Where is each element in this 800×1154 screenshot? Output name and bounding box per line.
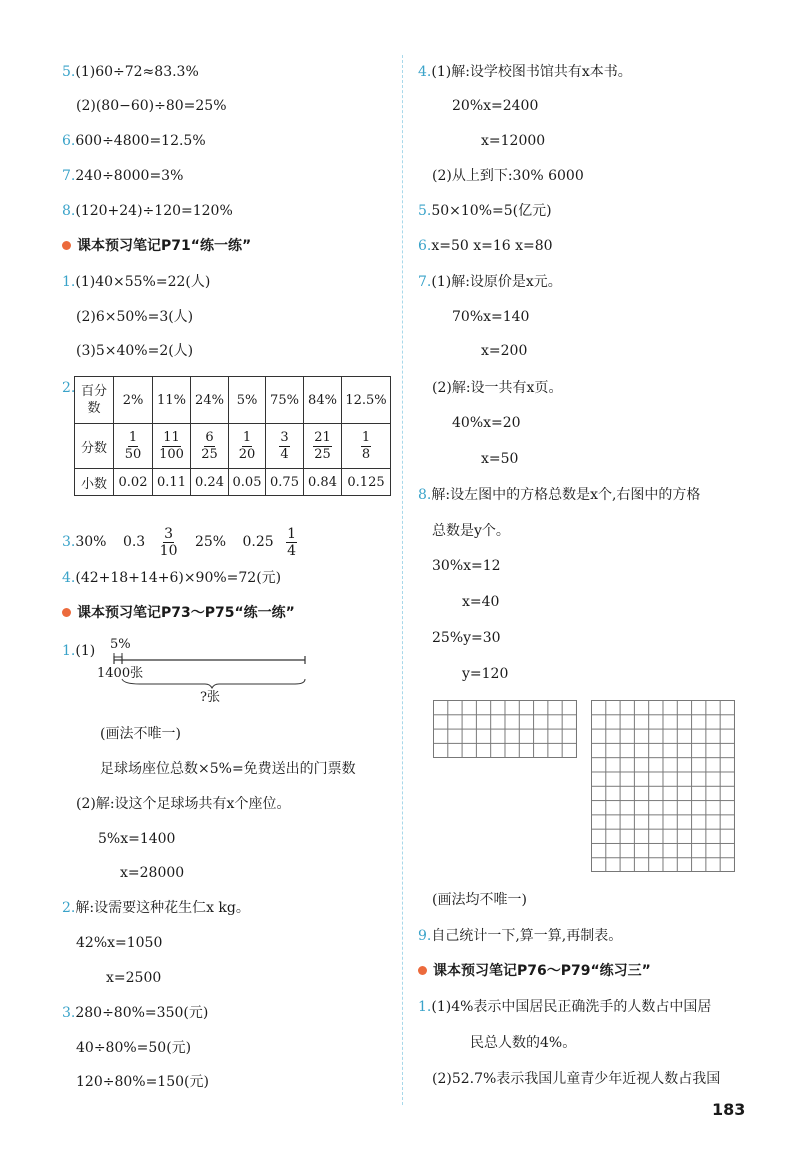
r-q8-eq1: 30%x=12 (432, 558, 501, 574)
p73-eq2: x=28000 (120, 865, 185, 881)
p73-note: (画法不唯一) (100, 726, 181, 742)
table-cell: $\frac{1}{20}$ (229, 424, 266, 469)
table-cell: 75% (266, 377, 304, 424)
p71-q2-number: 2. (62, 380, 76, 396)
r-q8-eq4: y=120 (462, 666, 509, 682)
r-p76-q1-c: (2)52.7%表示我国儿童青少年近视人数占我国 (432, 1071, 721, 1087)
table-header-decimal: 小数 (75, 469, 114, 496)
p73-q1-label: 1.(1) (62, 643, 96, 659)
section-heading-p76: 课本预习笔记P76～P79“练习三” (418, 961, 651, 981)
q8-line: 8.(120+24)÷120=120% (62, 203, 233, 219)
diagram-total-label: 1400张 (97, 666, 144, 681)
p73-q2-eq2: x=2500 (106, 970, 162, 986)
segment-diagram (100, 650, 310, 690)
p71-q4-line: 4.(42+18+14+6)×90%=72(元) (62, 570, 282, 586)
r-q9: 9.自己统计一下,算一算,再制表。 (418, 928, 623, 944)
r-q8-eq2: x=40 (462, 594, 500, 610)
p71-q1-c: (3)5×40%=2(人) (76, 343, 194, 359)
diagram-percent-label: 5% (110, 637, 131, 652)
table-row-fraction (75, 424, 391, 469)
fraction-3-10: $\frac{3}{10}$ (159, 525, 178, 559)
r-q4: 4.(1)解:设学校图书馆共有x本书。 (418, 64, 632, 80)
r-q7-b: (2)解:设一共有x页。 (432, 380, 563, 396)
r-p76-q1-b: 民总人数的4%。 (470, 1035, 577, 1051)
table-cell: 0.125 (342, 469, 391, 496)
table-header-fraction: 分数 (75, 424, 114, 469)
diagram-unknown-brace (122, 679, 305, 688)
p73-eq1: 5%x=1400 (98, 831, 176, 847)
p73-q3-c: 120÷80%=150(元) (76, 1074, 209, 1090)
table-cell: 0.84 (304, 469, 342, 496)
table-cell: 2% (114, 377, 153, 424)
diagram-unknown-label: ?张 (200, 690, 220, 705)
table-row-percent (75, 377, 391, 424)
section-bullet-icon (62, 608, 71, 617)
r-q7-eq4: x=50 (481, 451, 519, 467)
r-q4-b: (2)从上到下:30% 6000 (432, 168, 584, 184)
table-header-percent: 百分 数 (75, 377, 114, 424)
q5-number: 5. (62, 64, 76, 80)
p73-relation: 足球场座位总数×5%=免费送出的门票数 (100, 761, 356, 777)
r-q7-eq3: 40%x=20 (452, 415, 521, 431)
p73-q3-a: 3.280÷80%=350(元) (62, 1005, 209, 1021)
table-cell: 0.02 (114, 469, 153, 496)
r-q7: 7.(1)解:设原价是x元。 (418, 274, 562, 290)
r-p76-q1-a: 1.(1)4%表示中国居民正确洗手的人数占中国居 (418, 999, 712, 1015)
table-cell: 0.05 (229, 469, 266, 496)
p73-q1-b: (2)解:设这个足球场共有x个座位。 (76, 796, 291, 812)
r-q8-b: 总数是y个。 (432, 523, 510, 539)
section-heading-p73: 课本预习笔记P73～P75“练一练” (62, 603, 295, 623)
table-cell: $\frac{3}{4}$ (266, 424, 304, 469)
r-q7-eq1: 70%x=140 (452, 309, 530, 325)
table-cell: 0.24 (191, 469, 229, 496)
r-q4-eq2: x=12000 (481, 133, 546, 149)
q5-line-a: 5.(1)60÷72≈83.3% (62, 64, 199, 80)
r-q8-note: (画法均不唯一) (432, 892, 527, 908)
table-cell: 12.5% (342, 377, 391, 424)
p73-q2: 2.解:设需要这种花生仁x kg。 (62, 900, 250, 916)
table-cell: 0.11 (153, 469, 191, 496)
r-q4-eq1: 20%x=2400 (452, 98, 539, 114)
r-q7-eq2: x=200 (481, 343, 528, 359)
table-cell: 5% (229, 377, 266, 424)
q6-line: 6.600÷4800=12.5% (62, 133, 206, 149)
table-cell: $\frac{6}{25}$ (191, 424, 229, 469)
r-q5: 5.50×10%=5(亿元) (418, 203, 552, 219)
grid-left (433, 700, 577, 758)
table-cell: $\frac{1}{8}$ (342, 424, 391, 469)
section-heading-p71: 课本预习笔记P71“练一练” (62, 236, 251, 256)
p71-q1-a: 1.(1)40×55%=22(人) (62, 274, 211, 290)
table-cell: 11% (153, 377, 191, 424)
table-cell: $\frac{11}{100}$ (153, 424, 191, 469)
table-cell: 24% (191, 377, 229, 424)
grid-right (591, 700, 735, 872)
p71-q1-b: (2)6×50%=3(人) (76, 309, 194, 325)
q7-line: 7.240÷8000=3% (62, 168, 184, 184)
q5-line-b: (2)(80−60)÷80=25% (76, 98, 227, 114)
page-number: 183 (712, 1100, 746, 1119)
p73-q2-eq1: 42%x=1050 (76, 935, 163, 951)
section-bullet-icon (418, 966, 427, 975)
table-cell: $\frac{1}{50}$ (114, 424, 153, 469)
r-q6: 6.x=50 x=16 x=80 (418, 238, 553, 254)
table-cell: 84% (304, 377, 342, 424)
r-q8-a: 8.解:设左图中的方格总数是x个,右图中的方格 (418, 487, 701, 503)
diagram-small-brace (114, 653, 122, 657)
p73-q3-b: 40÷80%=50(元) (76, 1040, 192, 1056)
section-bullet-icon (62, 241, 71, 250)
r-q8-eq3: 25%y=30 (432, 630, 501, 646)
table-cell: 0.75 (266, 469, 304, 496)
table-cell: $\frac{21}{25}$ (304, 424, 342, 469)
percent-fraction-decimal-table (74, 376, 391, 496)
column-divider (402, 55, 403, 1105)
table-row-decimal (75, 469, 391, 496)
fraction-1-4: $\frac{1}{4}$ (287, 525, 297, 559)
p71-q3-line: 3.30% 0.3 $\frac{3}{10}$ 25% 0.25 $\frac{1}{4}$ (62, 525, 297, 559)
